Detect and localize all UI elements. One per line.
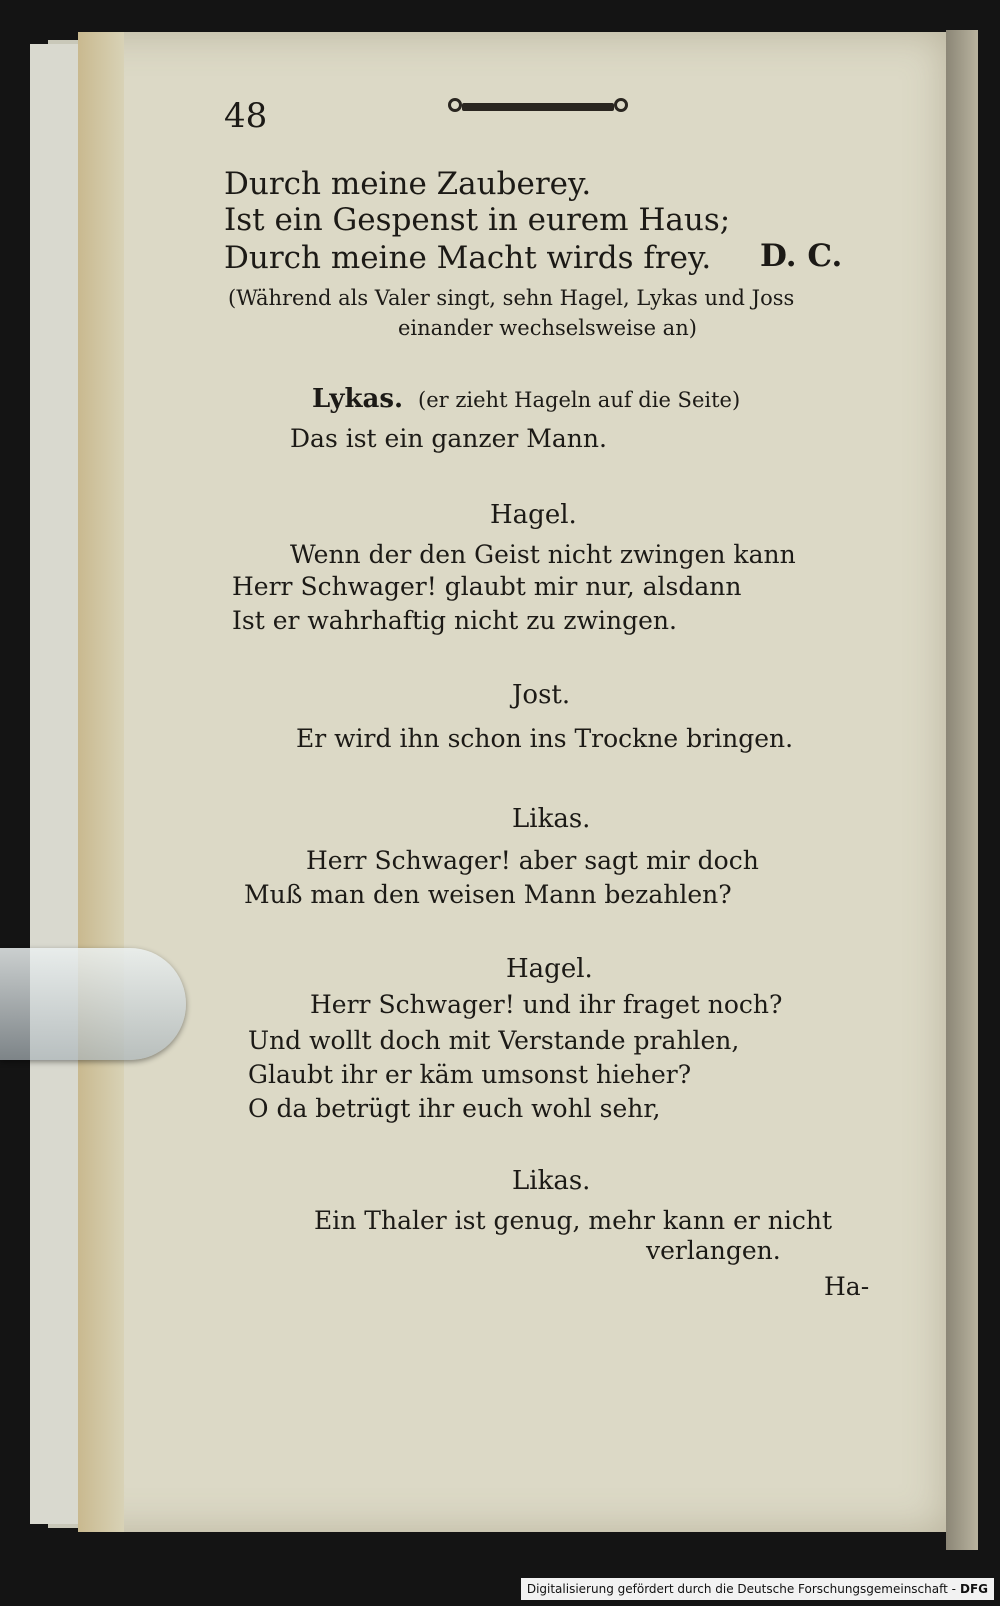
stage-direction: (Während als Valer singt, sehn Hagel, Lykas und Joss (228, 286, 795, 310)
digitization-credit (521, 1578, 994, 1600)
text-line: Und wollt doch mit Verstande prahlen, (248, 1026, 740, 1055)
text-line: Ein Thaler ist genug, mehr kann er nicht (314, 1206, 833, 1235)
text-line: Durch meine Macht wirds frey. (224, 240, 712, 276)
text-line: Herr Schwager! glaubt mir nur, alsdann (232, 572, 742, 601)
glass-page-holder (0, 948, 186, 1060)
text-line: Ist er wahrhaftig nicht zu zwingen. (232, 606, 677, 635)
catchword: Ha- (824, 1272, 870, 1301)
text-line: Durch meine Zauberey. (224, 166, 592, 202)
text-line: Wenn der den Geist nicht zwingen kann (290, 540, 796, 569)
speaker-name: Hagel. (506, 954, 593, 984)
text-line: verlangen. (646, 1236, 781, 1265)
text-line: Herr Schwager! aber sagt mir doch (306, 846, 759, 875)
ornament-end-right (614, 98, 628, 112)
text-line: Herr Schwager! und ihr fraget noch? (310, 990, 783, 1019)
speaker-name: Jost. (512, 680, 571, 710)
page-number: 48 (224, 96, 268, 136)
dfg-logo: DFG (959, 1582, 988, 1596)
text-line: Muß man den weisen Mann bezahlen? (244, 880, 732, 909)
text-line: Ist ein Gespenst in eurem Haus; (224, 202, 731, 238)
credit-text: Digitalisierung gefördert durch die Deutsche Forschungsgemeinschaft - (526, 1582, 956, 1596)
speaker-name: Likas. (512, 804, 591, 834)
text-line: O da betrügt ihr euch wohl sehr, (248, 1094, 661, 1123)
speaker-name: Lykas. (312, 384, 404, 414)
ornament-end-left (448, 98, 462, 112)
header-ornament (448, 98, 628, 116)
text-line: Glaubt ihr er käm umsonst hieher? (248, 1060, 692, 1089)
text-line: Das ist ein ganzer Mann. (290, 424, 607, 453)
speaker-name: Hagel. (490, 500, 577, 530)
text-line: Er wird ihn schon ins Trockne bringen. (296, 724, 794, 753)
stage-direction: (er zieht Hageln auf die Seite) (418, 388, 741, 412)
book-right-edge (946, 30, 978, 1550)
stage-direction: einander wechselsweise an) (398, 316, 697, 340)
page-gutter (78, 32, 124, 1532)
da-capo-mark: D. C. (760, 238, 843, 274)
speaker-name: Likas. (512, 1166, 591, 1196)
ornament-bar (462, 103, 614, 111)
